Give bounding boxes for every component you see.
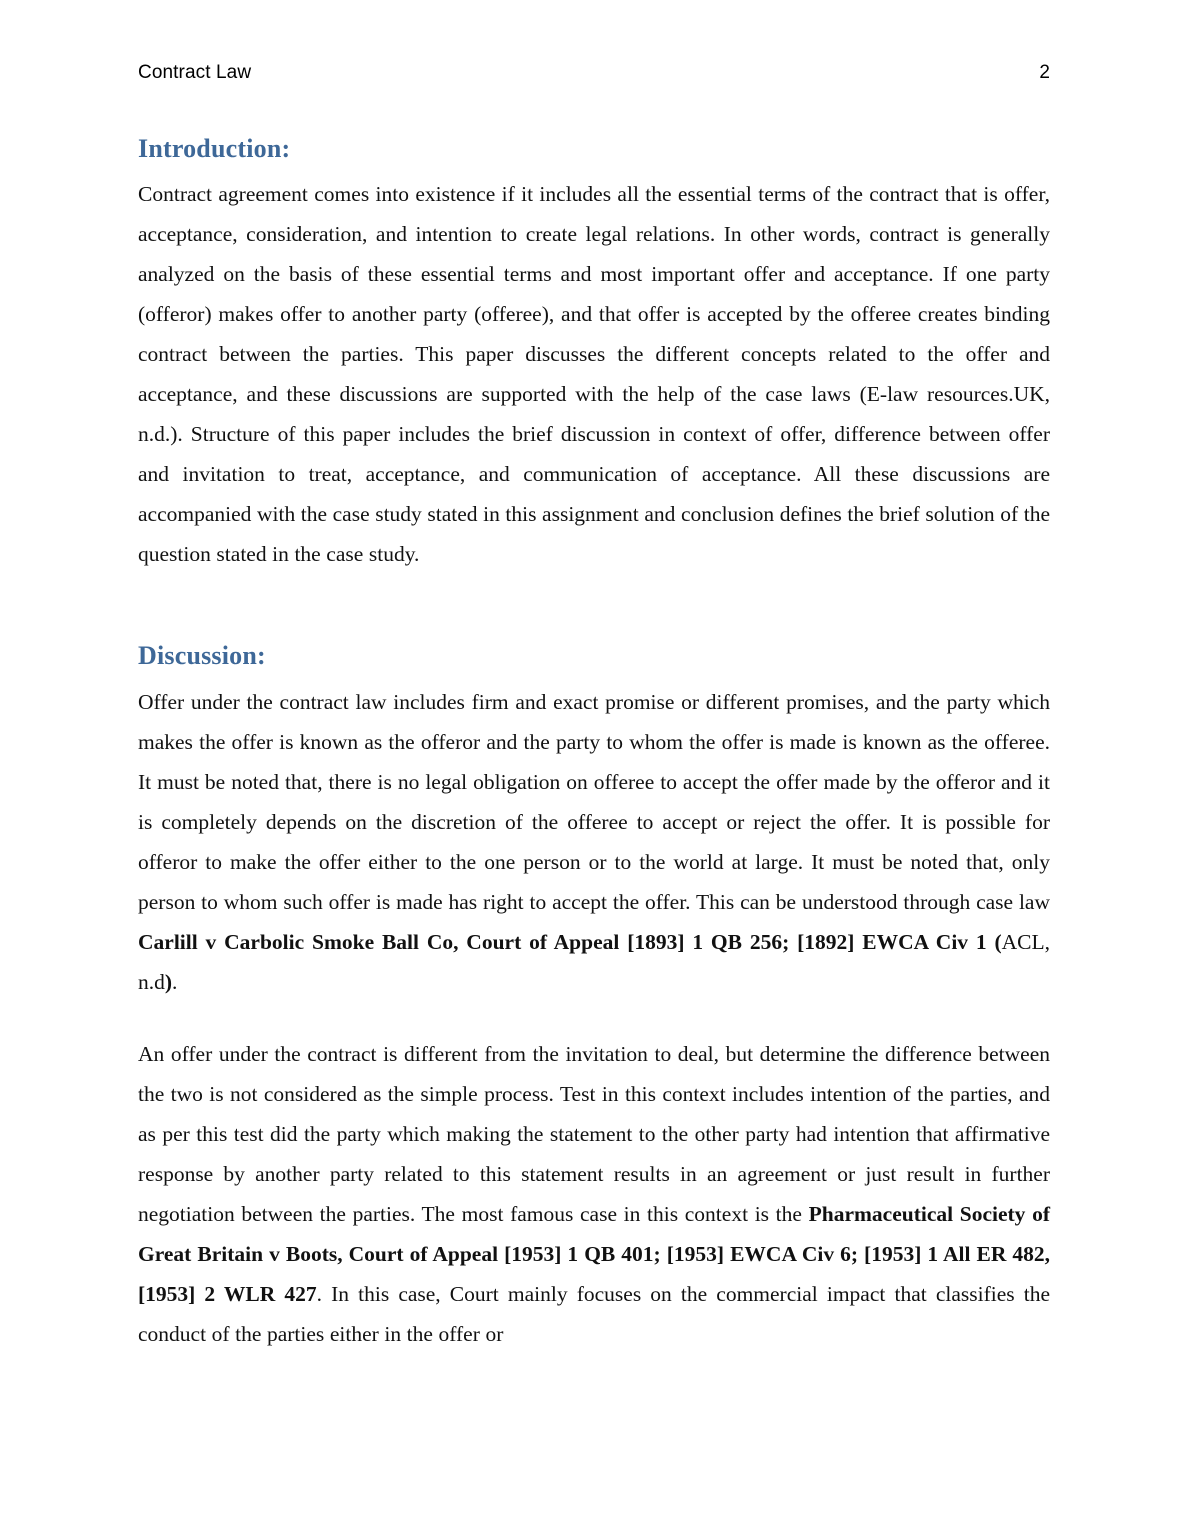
spacer-between-discussion-paragraphs bbox=[138, 1002, 1050, 1034]
header-document-title: Contract Law bbox=[138, 62, 252, 83]
running-header bbox=[138, 62, 1050, 85]
citation-boots-bold: Pharmaceutical Society of Great Britain v Boots, Court of Appeal [1953] 1 QB 401; [1953] EWCA Civ 6; [1953] 1 All ER 482, [1953] 2 WLR 427 bbox=[138, 1201, 1050, 1306]
paragraph-discussion-offer bbox=[138, 682, 1050, 1002]
paragraph-discussion-invitation-tail: . In this case, Court mainly focuses on the commercial impact that classifies the conduct of the parties either in the offer or bbox=[138, 1281, 1051, 1346]
paragraph-discussion-invitation-lead: An offer under the contract is different from the invitation to deal, but determine the difference between the two is not considered as the simple process. Test in this context includes intention of the parties, and as per this test did the party which making the statement to the other party had intention that affirmative response by another party related to this statement results in an agreement or just result in further negotiation between the parties. The most famous case in this context is the bbox=[138, 1041, 1050, 1226]
spacer-before-discussion bbox=[138, 574, 1050, 640]
page-content bbox=[138, 62, 1050, 1354]
heading-introduction: Introduction: bbox=[138, 133, 291, 163]
header-page-number: 2 bbox=[1039, 62, 1050, 83]
citation-carlill-bold: Carlill v Carbolic Smoke Ball Co, Court of Appeal [1893] 1 QB 256; [1892] EWCA Civ 1 ( bbox=[138, 929, 1002, 954]
paragraph-discussion-offer-tail: . bbox=[172, 969, 178, 994]
paragraph-discussion-offer-lead: Offer under the contract law includes firm and exact promise or different promises, and the party which makes the offer is known as the offeror and the party to whom the offer is made is known as the offeree. It must be noted that, there is no legal obligation on offeree to accept the offer made by the offeror and it is completely depends on the discretion of the offeree to accept or reject the offer. It is possible for offeror to make the offer either to the one person or to the world at large. It must be noted that, only person to whom such offer is made has right to accept the offer. This can be understood through case law bbox=[138, 689, 1050, 914]
paragraph-introduction: Contract agreement comes into existence if it includes all the essential terms of the contract that is offer, acceptance, consideration, and intention to create legal relations. In other words, contract is generally analyzed on the basis of these essential terms and most important offer and acceptance. If one party (offeror) makes offer to another party (offeree), and that offer is accepted by the offeree creates binding contract between the parties. This paper discusses the different concepts related to the offer and acceptance, and these discussions are supported with the help of the case laws (E-law resources.UK, n.d.). Structure of this paper includes the brief discussion in context of offer, difference between offer and invitation to treat, acceptance, and communication of acceptance. All these discussions are accompanied with the case study stated in this assignment and conclusion defines the brief solution of the question stated in the case study. bbox=[138, 182, 1050, 567]
spacer-before-introduction bbox=[138, 85, 1050, 133]
spacer-after-introduction-heading bbox=[138, 165, 1050, 174]
citation-carlill-source: ACL, n.d bbox=[138, 929, 1050, 994]
heading-discussion: Discussion: bbox=[138, 641, 266, 671]
spacer-after-discussion-heading bbox=[138, 673, 1050, 682]
citation-carlill-bold-close: ) bbox=[164, 969, 173, 994]
paragraph-discussion-invitation bbox=[138, 1034, 1050, 1354]
